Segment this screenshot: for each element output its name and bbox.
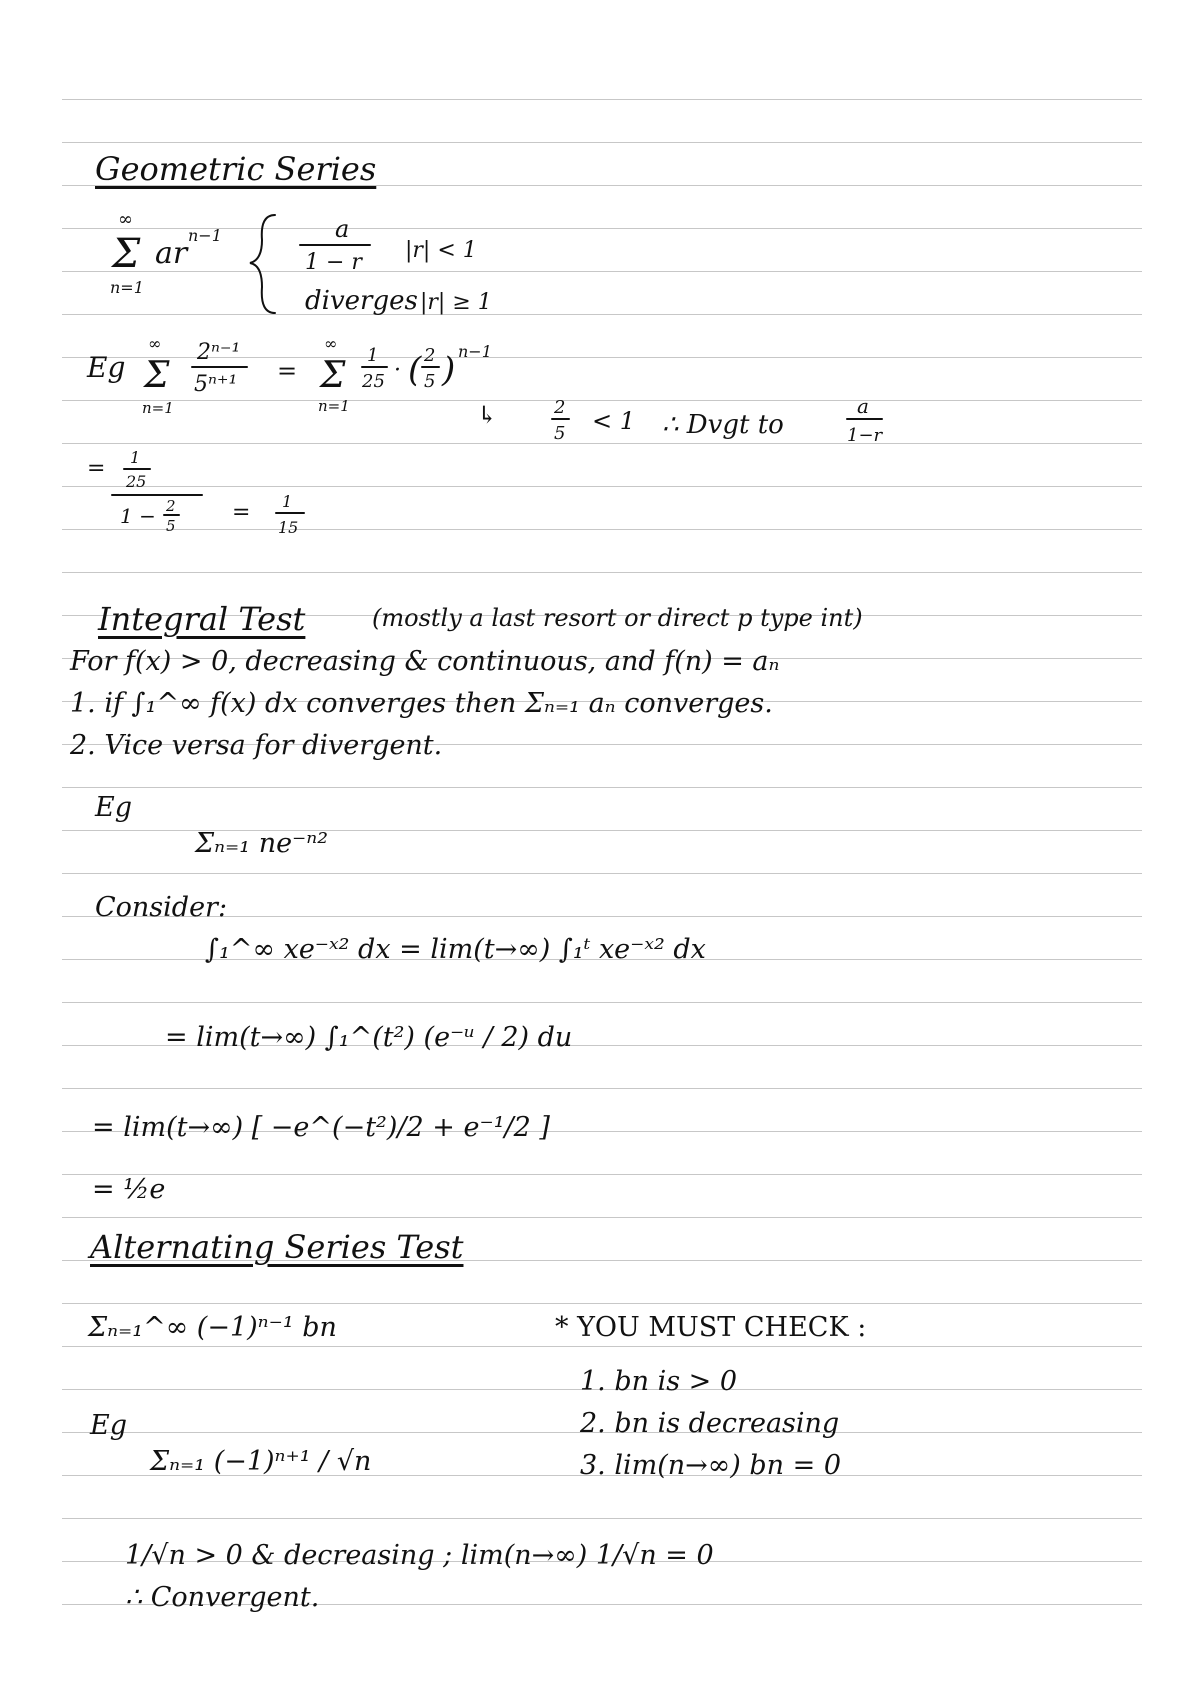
svg-text:n=1: n=1 [318,397,350,415]
ruled-line [62,1088,1142,1089]
ruled-line [62,572,1142,573]
svg-text:n−1: n−1 [458,342,492,361]
ruled-line [62,873,1142,874]
integral-eg-label: Eg [95,792,132,823]
case1-condition: |r| < 1 [405,238,477,263]
svg-text:1: 1 [130,448,141,467]
svg-text:∞: ∞ [148,334,162,353]
integral-test-rule-1: 1. if ∫₁^∞ f(x) dx converges then Σₙ₌₁ aₙ converges. [70,688,773,719]
integral-test-note: (mostly a last resort or direct p type int) [372,604,863,632]
svg-text:Σ: Σ [144,355,170,396]
svg-text:=: = [87,456,106,481]
svg-text:·: · [394,358,401,383]
heading-alternating-series-test: Alternating Series Test [90,1228,464,1266]
check-item: 3. lim(n→∞) bn = 0 [580,1450,842,1481]
integral-step-2: = lim(t→∞) ∫₁^(t²) (e⁻ᵘ / 2) du [165,1022,573,1053]
svg-text:(: ( [408,350,422,390]
svg-text:↳: ↳ [477,401,498,429]
integral-test-rule-2: 2. Vice versa for divergent. [70,730,443,761]
heading-geometric-series: Geometric Series [95,150,377,188]
ruled-line [62,1174,1142,1175]
integral-step-1: ∫₁^∞ xe⁻ˣ² dx = lim(t→∞) ∫₁ᵗ xe⁻ˣ² dx [205,934,706,965]
svg-text:2ⁿ⁻¹: 2ⁿ⁻¹ [197,340,241,365]
svg-text:25: 25 [362,371,385,392]
svg-text:5: 5 [166,517,176,535]
svg-text:15: 15 [278,518,299,537]
svg-text:): ) [442,350,456,390]
eg-label: Eg [87,351,126,384]
alternating-series: Σₙ₌₁^∞ (−1)ⁿ⁻¹ bn [88,1312,337,1343]
ruled-line [62,99,1142,100]
check-item: 2. bn is decreasing [580,1408,840,1439]
svg-text:2: 2 [424,345,436,366]
sum-upper-limit: ∞ [118,209,133,230]
svg-text:5: 5 [554,423,566,444]
svg-text:5: 5 [424,371,436,392]
piecewise-brace [250,215,275,313]
svg-text:Σ: Σ [320,355,346,396]
series-term: ar [155,236,188,271]
svg-text:∴ Dvgt to: ∴ Dvgt to [662,410,784,440]
svg-text:< 1: < 1 [592,407,636,435]
integral-example-series: Σₙ₌₁ ne⁻ⁿ² [195,828,329,859]
svg-text:5ⁿ⁺¹: 5ⁿ⁺¹ [194,372,238,397]
svg-text:25: 25 [126,472,147,491]
ruled-line [62,142,1142,143]
case2-diverges: diverges [305,286,418,316]
case1-numerator: a [335,215,350,243]
case2-condition: |r| ≥ 1 [420,290,492,315]
svg-text:a: a [857,394,869,418]
svg-text:1−r: 1−r [847,425,883,446]
svg-text:=: = [232,500,251,525]
alternating-reasoning: 1/√n > 0 & decreasing ; lim(n→∞) 1/√n = 0 [125,1540,714,1571]
integral-test-condition: For f(x) > 0, decreasing & continuous, and f(n) = aₙ [70,646,780,677]
ruled-line [62,787,1142,788]
ruled-line [62,1217,1142,1218]
integral-step-4: = ½e [92,1174,166,1205]
integral-consider-label: Consider: [95,892,228,923]
svg-text:n=1: n=1 [142,399,174,417]
alternating-eg-label: Eg [90,1410,127,1441]
alternating-conclusion: ∴ Convergent. [125,1582,320,1613]
sum-lower-limit: n=1 [110,278,144,297]
must-check-note: * YOU MUST CHECK : [555,1312,867,1343]
case1-denominator: 1 − r [305,250,362,275]
integral-step-3: = lim(t→∞) [ −e^(−t²)/2 + e⁻¹/2 ] [92,1112,550,1143]
svg-text:1: 1 [367,345,379,366]
heading-integral-test: Integral Test [98,600,306,638]
sum-sign: Σ [112,231,141,277]
ruled-line [62,1002,1142,1003]
series-term-exponent: n−1 [188,226,222,245]
alternating-example-series: Σₙ₌₁ (−1)ⁿ⁺¹ / √n [150,1446,372,1477]
check-item: 1. bn is > 0 [580,1366,738,1397]
svg-text:1 −: 1 − [120,504,156,528]
ruled-line [62,1518,1142,1519]
svg-text:∞: ∞ [324,334,338,353]
geometric-series-formula [100,205,560,325]
svg-text:2: 2 [166,497,176,515]
ruled-line [62,1303,1142,1304]
svg-text:1: 1 [282,492,293,511]
ruled-line [62,1346,1142,1347]
geometric-example [82,335,942,535]
svg-text:=: = [277,357,298,385]
svg-text:2: 2 [554,397,566,418]
